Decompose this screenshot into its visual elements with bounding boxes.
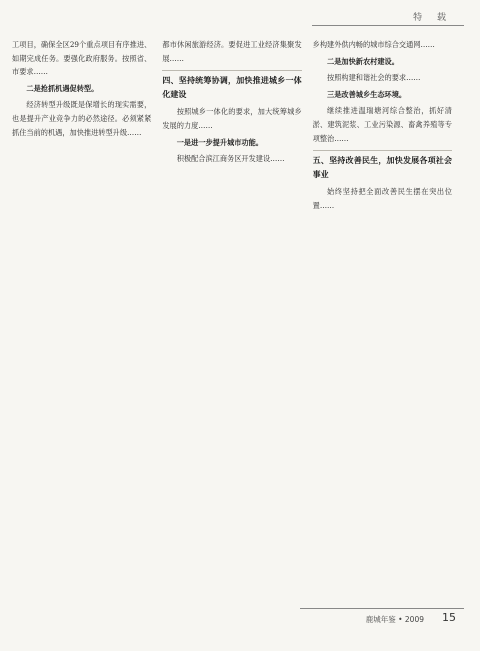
body-paragraph: 始终坚持把全面改善民生摆在突出位置…… [312,187,452,210]
page-header [300,8,464,28]
body-paragraph: 工项目，确保全区29个重点项目有序推进、如期完成任务。要强化政府服务。按照省、市要求…… [12,40,152,77]
body-paragraph: 乡构建外供内畅的城市综合交通网…… [312,40,435,49]
body-paragraph: 按照城乡一体化的要求，加大统筹城乡发展的力度…… [162,107,302,130]
body-paragraph: 都市休闲旅游经济。要促进工业经济集聚发展…… [162,40,302,63]
header-rule [312,25,464,26]
body-paragraph: 积极配合滨江商务区开发建设…… [176,154,285,164]
body-paragraph: 按照构建和谐社会的要求…… [327,73,421,83]
page-footer [300,608,464,628]
section-heading: 五、坚持改善民生，加快发展各项社会事业 [313,150,452,181]
footer-rule [300,608,464,609]
subsection-heading: 一是进一步提升城市功能。 [176,137,263,147]
text-column-2 [162,38,301,618]
text-columns [12,38,452,618]
subsection-heading: 三是改善城乡生态环境。 [327,89,407,99]
text-column-3 [313,38,452,618]
subsection-heading: 二是抢抓机遇促转型。 [26,83,99,93]
subsection-heading: 二是加快新农村建设。 [327,56,399,66]
page-number: 15 [442,611,456,624]
text-column-1 [12,38,151,618]
publication-name: 鹿城年鉴 • 2009 [365,615,424,624]
body-paragraph: 经济转型升级既是保增长的现实需要，也是提升产业竞争力的必然途径。必须紧紧抓住当前的机遇，加快推进转型升级…… [12,100,152,137]
section-heading: 四、坚持统筹协调，加快推进城乡一体化建设 [162,70,301,101]
section-label: 特 载 [413,13,452,23]
body-paragraph: 继续推进温瑞塘河综合整治，抓好清淤、建筑泥浆、工业污染源、畜禽养殖等专项整治…… [312,106,452,143]
